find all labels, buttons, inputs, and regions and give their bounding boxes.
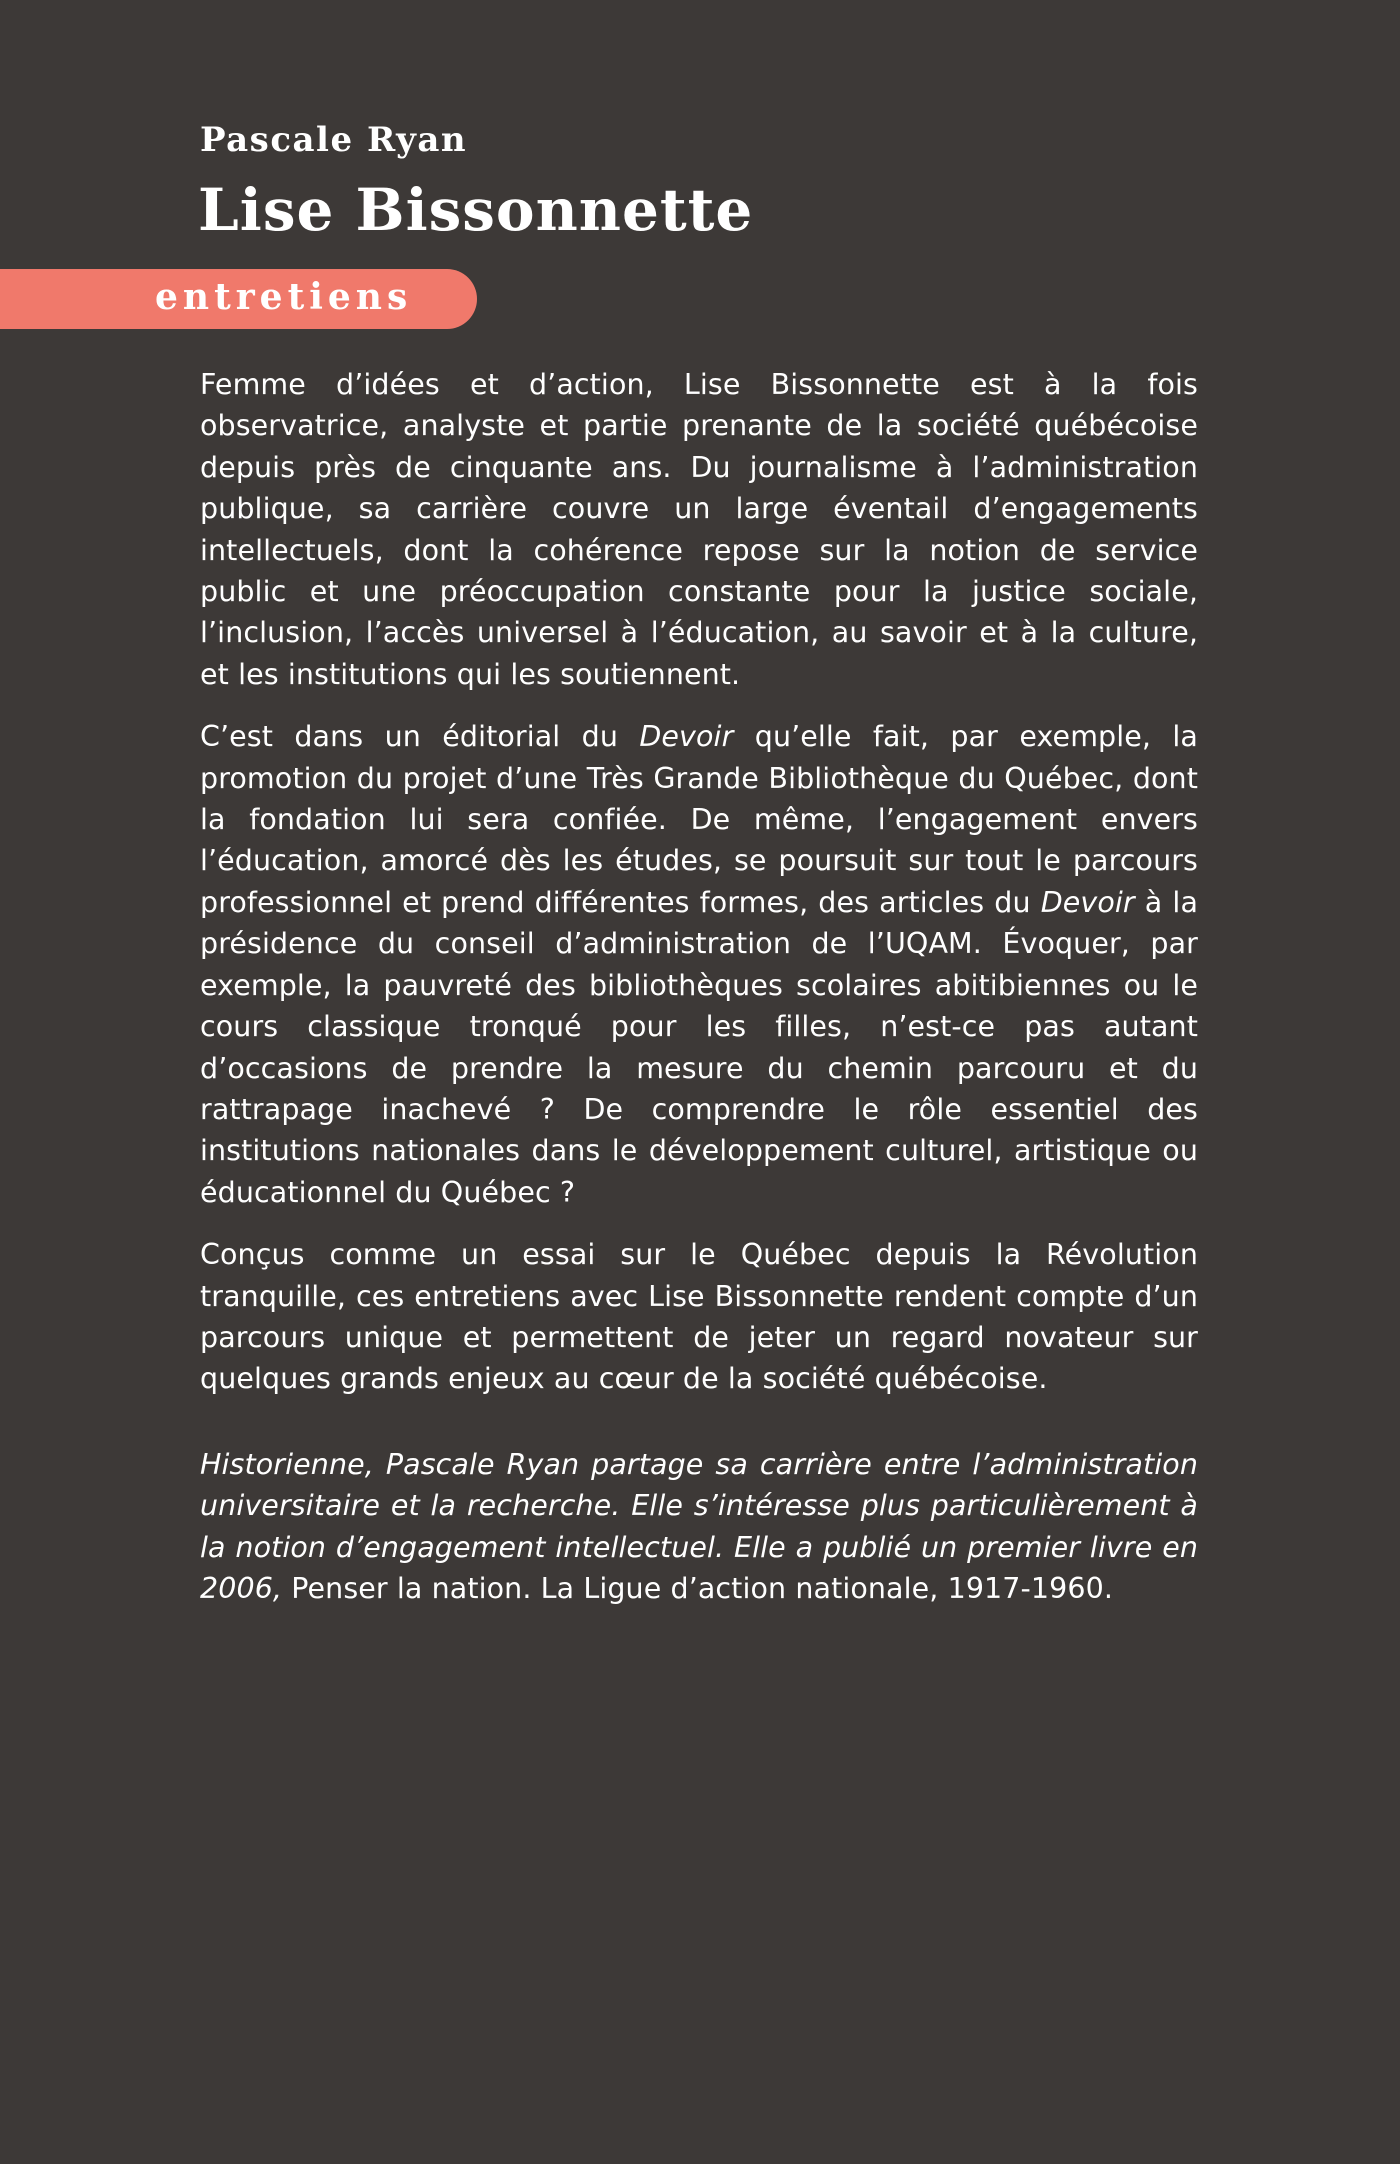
blurb-p2-text-2: qu’elle fait, par exemple, la promotion du projet d’une Très Grande Bibliothèque du Québec, dont la fondation lui sera confiée. De même, l’engagement envers l’éducation, amorcé dès les études, se poursuit sur tout le parcours professionnel et prend différentes formes, des articles du bbox=[200, 720, 1198, 919]
blurb-paragraph-1: Femme d’idées et d’action, Lise Bissonnette est à la fois observatrice, analyste et partie prenante de la société québécoise depuis près de cinquante ans. Du journalisme à l’administration publique, sa carrière couvre un large éventail d’engagements intellectuels, dont la cohérence repose sur la notion de service public et une préoccupation constante pour la justice sociale, l’inclusion, l’accès universel à l’éducation, au savoir et à la culture, et les institutions qui les soutiennent. bbox=[200, 368, 1198, 691]
blurb-paragraph-3: Conçus comme un essai sur le Québec depuis la Révolution tranquille, ces entretiens avec Lise Bissonnette rendent compte d’un parcours unique et permettent de jeter un regard novateur sur quelques grands enjeux au cœur de la société québécoise. bbox=[200, 1238, 1198, 1396]
blurb-p2-text-3: à la présidence du conseil d’administration de l’UQAM. Évoquer, par exemple, la pauvreté des bibliothèques scolaires abitibiennes ou le cours classique tronqué pour les filles, n’est-ce pas autant d’occasions de prendre la mesure du chemin parcouru et du rattrapage inachevé ? De comprendre le rôle essentiel des institutions nationales dans le développement culturel, artistique ou éducationnel du Québec ? bbox=[200, 885, 1199, 1209]
author-bio-text: Historienne, Pascale Ryan partage sa carrière entre l’administration universitaire et la recherche. Elle s’intéresse plus particulièrement à la notion d’engagement intellectuel. Elle a publié un premier livre en 2006, bbox=[200, 1447, 1198, 1605]
author-name: Pascale Ryan bbox=[200, 120, 468, 160]
previous-book-title: Penser la nation. La Ligue d’action nationale, 1917-1960. bbox=[291, 1571, 1113, 1605]
newspaper-title: Devoir bbox=[1040, 885, 1135, 919]
back-cover-text bbox=[200, 364, 1198, 1630]
blurb-p2-text-1: C’est dans un éditorial du bbox=[200, 720, 640, 754]
author-bio bbox=[200, 1444, 1198, 1610]
series-label: entretiens bbox=[155, 276, 413, 318]
book-title: Lise Bissonnette bbox=[198, 176, 754, 244]
newspaper-title: Devoir bbox=[639, 720, 734, 754]
blurb-paragraph-2 bbox=[200, 716, 1198, 1213]
